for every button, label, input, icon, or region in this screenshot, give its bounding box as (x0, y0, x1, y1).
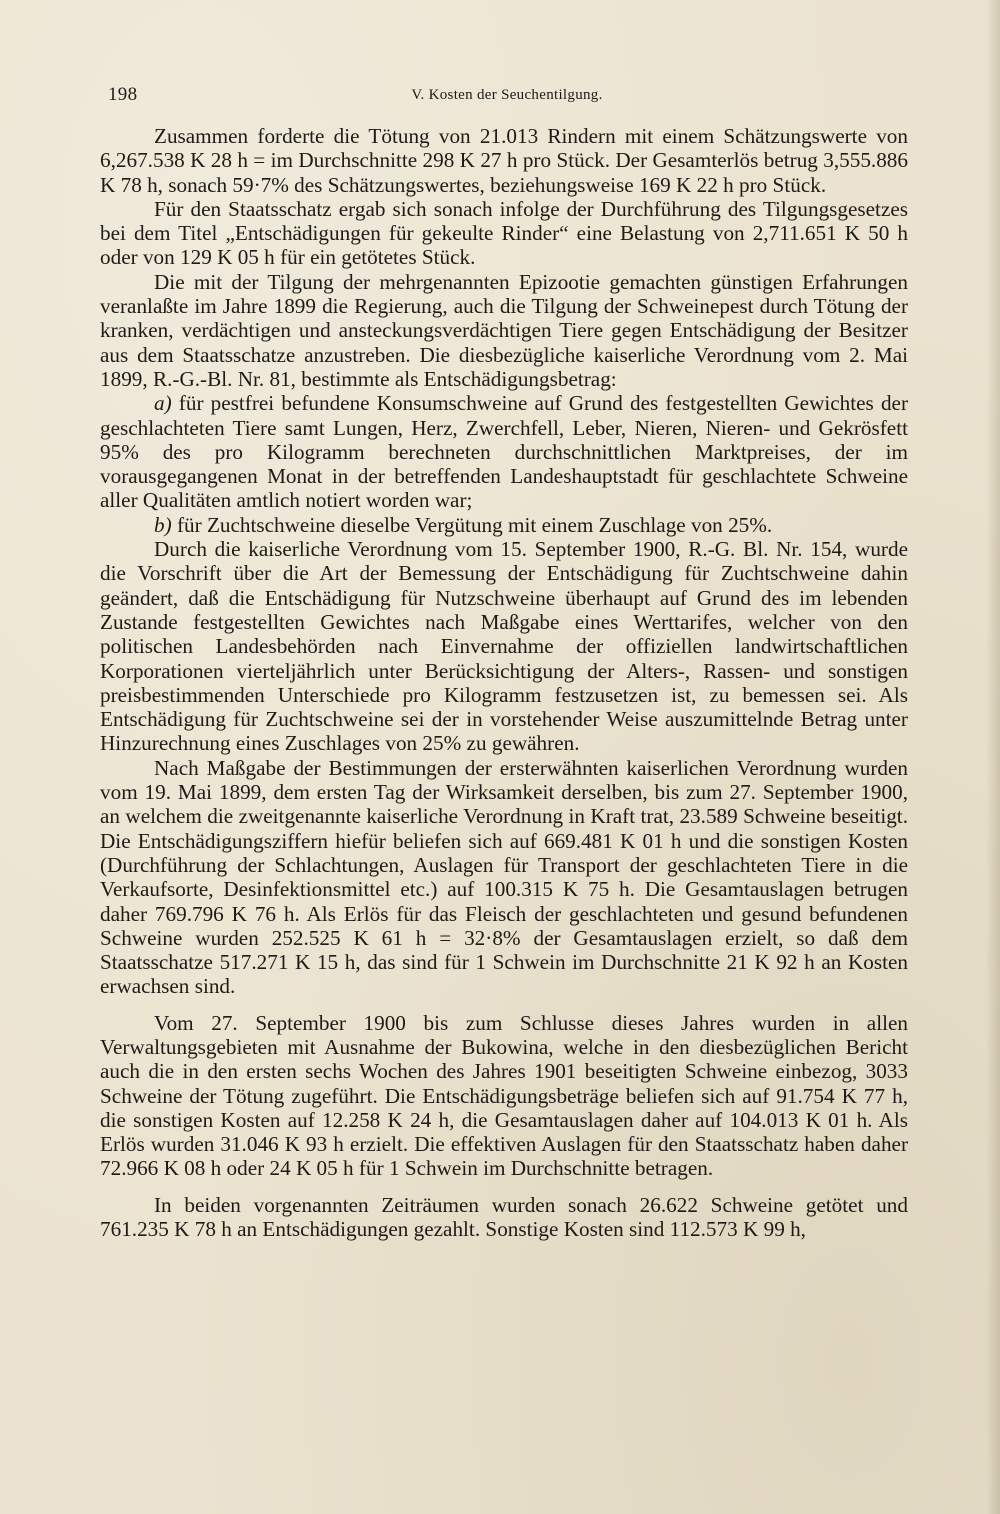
paragraph-tally: Zusammen forderte die Tötung von 21.013 Rindern mit einem Schätzungswerte von 6,267.538 K 28 h = im Durchschnitte 298 K 27 h pro Stück. Der Gesamterlös betrug 3,555.886 K 78 h, sonach 59·7% des Schätzungswertes, beziehungsweise 169 K 22 h pro Stück. (100, 124, 908, 197)
list-item-letter: b) (154, 512, 172, 537)
body-text (100, 124, 908, 1241)
list-item-text: für pestfrei befundene Konsumschweine auf Grund des festgestellten Gewichtes der geschlachteten Tiere samt Lungen, Herz, Zwerchfell, Leber, Nieren, Nieren- und Gekrösfett 95% des pro Kilogramm berechneten durchschnittlichen Marktpreises, der im vorausgegangenen Monat in der betreffenden Landeshauptstadt für geschlachtete Schweine aller Qualitäten amtlich notiert worden war; (100, 391, 908, 513)
running-title: V. Kosten der Seuchentilgung. (411, 87, 603, 103)
paragraph-results-1899-1900: Nach Maßgabe der Bestimmungen der ersterwähnten kaiserlichen Verordnung wurden vom 19. Mai 1899, dem ersten Tag der Wirksamkeit derselben, bis zum 27. September 1900, an welchem die zweitgenannte kaiserliche Verordnung in Kraft trat, 23.589 Schweine beseitigt. Die Entschädigungsziffern hiefür beliefen sich auf 669.481 K 01 h und die sonstigen Kosten (Durchführung der Schlachtungen, Auslagen für Transport der geschlachteten Tiere in die Verkaufsorte, Desinfektionsmittel etc.) auf 100.315 K 75 h. Die Gesamtauslagen betrugen daher 769.796 K 76 h. Als Erlös für das Fleisch der geschlachteten und gesund befundenen Schweine wurden 252.525 K 61 h = 32·8% der Gesamtauslagen erzielt, so daß dem Staatsschatze 517.271 K 15 h, das sind für 1 Schwein im Durchschnitte 21 K 92 h an Kosten erwachsen sind. (100, 755, 908, 999)
paragraph-results-end-1900: Vom 27. September 1900 bis zum Schlusse dieses Jahres wurden in allen Verwaltungsgebieten mit Ausnahme der Bukowina, welche in den diesbezüglichen Bericht auch die in den ersten sechs Wochen des Jahres 1901 beseitigten Schweine einbezog, 3033 Schweine der Tötung zugeführt. Die Entschädigungsbeträge beliefen sich auf 91.754 K 77 h, die sonstigen Kosten auf 12.258 K 24 h, die Gesamtauslagen daher auf 104.013 K 01 h. Als Erlös wurden 31.046 K 93 h erzielt. Die effektiven Auslagen für den Staatsschatz haben daher 72.966 K 08 h oder 24 K 05 h für 1 Schwein im Durchschnitte betragen. (100, 1010, 908, 1181)
list-item-letter: a) (154, 391, 172, 416)
page-number: 198 (108, 84, 138, 105)
paragraph-state-treasury: Für den Staatsschatz ergab sich sonach infolge der Durchführung des Tilgungsgesetzes bei dem Titel „Entschädigungen für gekeulte Rinder“ eine Belastung von 2,711.651 K 50 h oder von 129 K 05 h für ein getötetes Stück. (100, 196, 908, 270)
page-header (108, 84, 906, 108)
list-item-a (100, 391, 908, 512)
paragraph-totals: In beiden vorgenannten Zeiträumen wurden sonach 26.622 Schweine getötet und 761.235 K 78 h an Entschädigungen gezahlt. Sonstige Kosten sind 112.573 K 99 h, (100, 1192, 908, 1242)
list-item-b (100, 513, 908, 537)
page-edge-shadow (986, 0, 1000, 1514)
list-item-text: für Zuchtschweine dieselbe Vergütung mit einem Zuschlage von 25%. (171, 512, 773, 537)
paragraph-ordinance-1900: Durch die kaiserliche Verordnung vom 15. September 1900, R.-G. Bl. Nr. 154, wurde die Vorschrift über die Art der Bemessung der Entschädigung für Zuchtschweine dahin geändert, daß die Entschädigung für Nutzschweine überhaupt auf Grund des im lebenden Zustande festgestellten Gewichtes nach Maßgabe eines Werttarifes, welcher von den politischen Landesbehörden nach Einvernahme der offiziellen landwirtschaftlichen Korporationen vierteljährlich unter Berücksichtigung der Alters-, Rassen- und sonstigen preisbestimmenden Unterschiede pro Kilogramm festzusetzen ist, zu bemessen sei. Als Entschädigung für Zuchtschweine sei der in vorstehender Weise auszumittelnde Betrag unter Hinzurechnung eines Zuschlages von 25% zu gewähren. (100, 537, 908, 756)
paragraph-swine-fever-ordinance: Die mit der Tilgung der mehrgenannten Epizootie gemachten günstigen Erfahrungen veranlaßte im Jahre 1899 die Regierung, auch die Tilgung der Schweinepest durch Tötung der kranken, verdächtigen und ansteckungsverdächtigen Tiere gegen Entschädigung der Besitzer aus dem Staatsschatze anzustreben. Die diesbezügliche kaiserliche Verordnung vom 2. Mai 1899, R.-G.-Bl. Nr. 81, bestimmte als Entschädigungsbetrag: (100, 269, 908, 391)
